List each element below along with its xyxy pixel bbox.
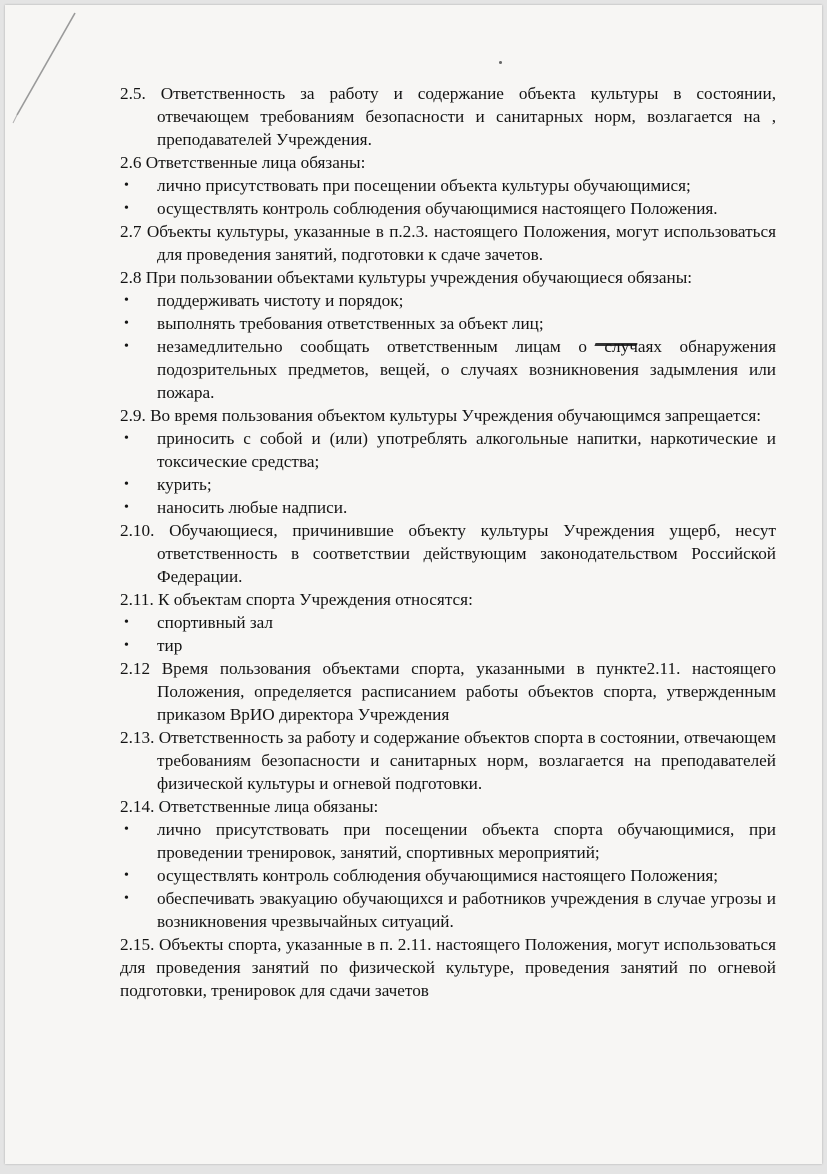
- list-item-text: выполнять требования ответственных за объект лиц;: [157, 314, 544, 333]
- bullet-icon: •: [124, 477, 129, 492]
- document-paragraph: 2.15. Объекты спорта, указанные в п. 2.11. настоящего Положения, могут использоваться для проведения занятий по физической культуре, проведения занятий по огневой подготовки, тренировок для сдачи зачетов: [120, 935, 776, 1000]
- bullet-icon: •: [124, 316, 129, 331]
- bullet-icon: •: [124, 201, 129, 216]
- document-paragraph: 2.14. Ответственные лица обязаны:: [120, 797, 379, 816]
- bullet-list: [120, 174, 776, 220]
- list-item: [120, 473, 776, 496]
- bullet-list: [120, 611, 776, 657]
- list-item-text: спортивный зал: [157, 613, 273, 632]
- list-item: [120, 427, 776, 473]
- list-item-text: осуществлять контроль соблюдения обучающимися настоящего Положения.: [157, 199, 718, 218]
- list-item: [120, 887, 776, 933]
- list-item-text: лично присутствовать при посещении объекта спорта обучающимися, при проведении тренировок, занятий, спортивных мероприятий;: [157, 820, 776, 862]
- list-item: [120, 611, 776, 634]
- list-item: [120, 174, 776, 197]
- list-item-text: курить;: [157, 475, 212, 494]
- bullet-icon: •: [124, 293, 129, 308]
- page-fold-mark: [5, 5, 85, 125]
- document-body: [120, 82, 776, 1002]
- bullet-icon: •: [124, 431, 129, 446]
- list-item-text: лично присутствовать при посещении объекта культуры обучающимися;: [157, 176, 691, 195]
- list-item: [120, 289, 776, 312]
- list-item: [120, 312, 776, 335]
- list-item-text: незамедлительно сообщать ответственным лицам о случаях обнаружения подозрительных предметов, вещей, о случаях возникновения задымления или пожара.: [157, 337, 776, 402]
- list-item: [120, 818, 776, 864]
- list-item-text: осуществлять контроль соблюдения обучающимися настоящего Положения;: [157, 866, 719, 885]
- list-item: [120, 634, 776, 657]
- list-item: [120, 864, 776, 887]
- document-paragraph: 2.5. Ответственность за работу и содержание объекта культуры в состоянии, отвечающем требованиям безопасности и санитарных норм, возлагается на , преподавателей Учреждения.: [120, 84, 776, 149]
- document-paragraph: 2.9. Во время пользования объектом культуры Учреждения обучающимся запрещается:: [120, 406, 762, 425]
- list-item-text: обеспечивать эвакуацию обучающихся и работников учреждения в случае угрозы и возникновения чрезвычайных ситуаций.: [157, 889, 776, 931]
- list-item: [120, 197, 776, 220]
- bullet-list: [120, 289, 776, 404]
- list-item-text: тир: [157, 636, 183, 655]
- bullet-icon: •: [124, 500, 129, 515]
- document-paragraph: 2.11. К объектам спорта Учреждения относятся:: [120, 590, 473, 609]
- bullet-icon: •: [124, 868, 129, 883]
- document-paragraph: 2.12 Время пользования объектами спорта, указанными в пункте2.11. настоящего Положения, определяется расписанием работы объектов спорта, утвержденным приказом ВрИО директора Учреждения: [120, 659, 776, 724]
- list-item: [120, 335, 776, 404]
- bullet-icon: •: [124, 178, 129, 193]
- document-paragraph: 2.8 При пользовании объектами культуры учреждения обучающиеся обязаны:: [120, 268, 693, 287]
- bullet-icon: •: [124, 339, 129, 354]
- document-paragraph: 2.6 Ответственные лица обязаны:: [120, 153, 366, 172]
- list-item: [120, 496, 776, 519]
- scan-speck: [499, 61, 502, 64]
- document-paragraph: 2.7 Объекты культуры, указанные в п.2.3. настоящего Положения, могут использоваться для проведения занятий, подготовки к сдаче зачетов.: [120, 222, 776, 264]
- list-item-text: поддерживать чистоту и порядок;: [157, 291, 404, 310]
- bullet-icon: •: [124, 638, 129, 653]
- bullet-list: [120, 427, 776, 519]
- document-paragraph: 2.13. Ответственность за работу и содержание объектов спорта в состоянии, отвечающем требованиям безопасности и санитарных норм, возлагается на преподавателей физической культуры и огневой подготовки.: [120, 728, 776, 793]
- bullet-icon: •: [124, 891, 129, 906]
- document-paragraph: 2.10. Обучающиеся, причинившие объекту культуры Учреждения ущерб, несут ответственность в соответствии действующим законодательством Российской Федерации.: [120, 521, 776, 586]
- bullet-list: [120, 818, 776, 933]
- list-item-text: приносить с собой и (или) употреблять алкогольные напитки, наркотические и токсические средства;: [157, 429, 776, 471]
- bullet-icon: •: [124, 822, 129, 837]
- document-page: [5, 5, 822, 1164]
- bullet-icon: •: [124, 615, 129, 630]
- list-item-text: наносить любые надписи.: [157, 498, 348, 517]
